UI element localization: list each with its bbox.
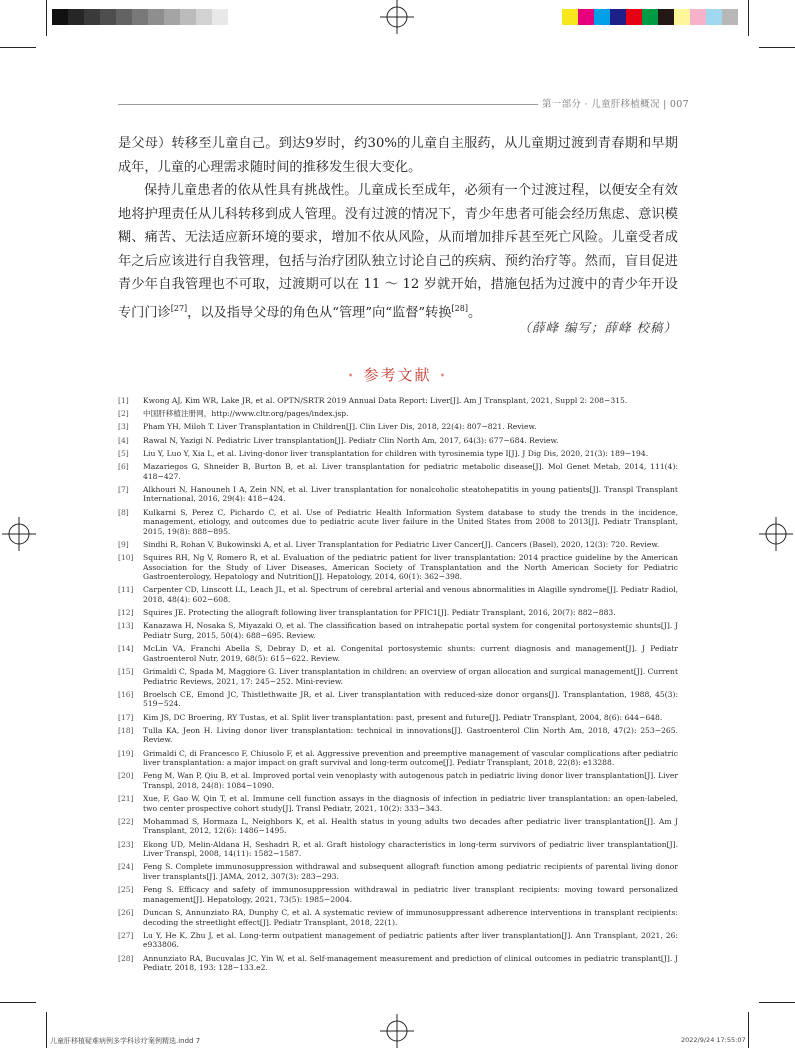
reference-number: [20] xyxy=(118,771,134,781)
reference-item xyxy=(118,585,678,604)
reference-item xyxy=(118,540,678,550)
reference-item xyxy=(118,908,678,927)
color-swatch xyxy=(690,9,706,25)
reference-number: [4] xyxy=(118,435,129,445)
color-swatch xyxy=(658,9,674,25)
reference-number: [28] xyxy=(118,953,134,963)
color-calibration-bar xyxy=(562,9,738,25)
reference-number: [17] xyxy=(118,712,134,722)
reference-text: Lu Y, He K, Zhu J, et al. Long-term outpatient management of pediatric patients after liver transplantation[J]. Ann Transplant, 2021, 26: e933806. xyxy=(143,930,678,950)
gray-swatch xyxy=(84,9,100,25)
crop-mark xyxy=(46,0,47,36)
reference-item xyxy=(118,553,678,582)
reference-item xyxy=(118,794,678,813)
gray-swatch xyxy=(180,9,196,25)
reference-number: [15] xyxy=(118,666,134,676)
reference-item xyxy=(118,840,678,859)
reference-item xyxy=(118,508,678,537)
paragraph-2-mid: ，以及指导父母的角色从“管理”向“监督”转换 xyxy=(187,304,452,320)
reference-text: Grimaldi C, di Francesco F, Chiusolo F, et al. Aggressive prevention and preemptive management of vascular complications after pediatric liver transplantation: a major impact on graft survival and long-term outcome[J]. Pediatr Transplant, 2018, 22(8): e13288. xyxy=(143,748,678,768)
registration-mark-top xyxy=(380,0,414,34)
reference-item xyxy=(118,862,678,881)
reference-number: [21] xyxy=(118,794,134,804)
color-swatch xyxy=(610,9,626,25)
reference-text: Sindhi R, Rohan V, Bukowinski A, et al. Liver Transplantation for Pediatric Liver Cancer[J]. Cancers (Basel), 2020, 12(3): 720. Review. xyxy=(143,539,660,549)
reference-number: [23] xyxy=(118,839,134,849)
crop-mark xyxy=(759,1002,795,1003)
reference-item xyxy=(118,885,678,904)
reference-item xyxy=(118,608,678,618)
reference-text: Duncan S, Annunziato RA, Dunphy C, et al. A systematic review of immunosuppressant adherence interventions in transplant recipients: decoding the streetlight effect[J]. Pediatr Transplant, 2018, 22(1). xyxy=(143,907,678,927)
grayscale-calibration-bar xyxy=(52,9,228,25)
running-header: 第一部分 · 儿童肝移植概况 | 007 xyxy=(542,99,689,110)
body-text xyxy=(118,132,678,324)
footer-file-name: 儿童肝移植疑难病例多学科诊疗案例精选.indd 7 xyxy=(50,1037,201,1045)
reference-item xyxy=(118,749,678,768)
reference-item xyxy=(118,954,678,973)
registration-mark-bottom xyxy=(380,1014,414,1048)
paragraph-1: 是父母）转移至儿童自己。到达9岁时，约30%的儿童自主服药，从儿童期过渡到青春期和早期成年，儿童的心理需求随时间的推移发生很大变化。 xyxy=(118,136,678,175)
reference-text: Grimaldi C, Spada M, Maggiore G. Liver transplantation in children: an overview of organ allocation and surgical management[J]. Current Pediatric Reviews, 2021, 17: 245−252. Mini-review. xyxy=(143,666,678,686)
crop-mark xyxy=(0,47,36,48)
reference-text: Broelsch CE, Emond JC, Thistlethwaite JR, et al. Liver transplantation with reduced-size donor organs[J]. Transplantation, 1988, 45(3): 519−524. xyxy=(143,689,678,709)
reference-number: [19] xyxy=(118,748,134,758)
paragraph-2 xyxy=(118,179,678,324)
citation-28: [28] xyxy=(451,303,468,313)
reference-number: [9] xyxy=(118,539,129,549)
reference-list xyxy=(118,396,678,976)
reference-item xyxy=(118,771,678,790)
reference-text: Xue, F, Gao W, Qin T, et al. Immune cell function assays in the diagnosis of infection in pediatric liver transplantation: an open-labeled, two center prospective cohort study[J]. Transl Pediatr, 2021, 10(2): 333−343. xyxy=(143,794,678,813)
reference-number: [11] xyxy=(118,585,134,595)
reference-number: [22] xyxy=(118,816,134,826)
reference-number: [14] xyxy=(118,644,134,654)
reference-text: Squires JE. Protecting the allograft following liver transplantation for PFIC1[J]. Pediatr Transplant, 2016, 20(7): 882−883. xyxy=(143,608,616,618)
references-title: 参考文献 xyxy=(363,366,432,384)
gray-swatch xyxy=(212,9,228,25)
gray-swatch xyxy=(68,9,84,25)
reference-number: [24] xyxy=(118,862,134,872)
reference-text: Mazariegos G, Shneider B, Burton B, et al. Liver transplantation for pediatric metabolic disease[J]. Mol Genet Metab, 2014, 111(4): 418−427. xyxy=(143,461,678,481)
reference-text: Alkhouri N, Hanouneh I A, Zein NN, et al. Liver transplantation for nonalcoholic steatohepatitis in young patients[J]. Transpl Transplant International, 2016, 29(4): 418−424. xyxy=(143,484,678,504)
reference-item xyxy=(118,436,678,446)
reference-number: [10] xyxy=(118,553,134,563)
author-byline: （薛峰 编写；薛峰 校稿） xyxy=(518,320,677,335)
header-rule xyxy=(118,104,538,105)
reference-text: Rawal N, Yazigi N. Pediatric Liver transplantation[J]. Pediatr Clin North Am, 2017, 64(3): 677−684. Review. xyxy=(143,435,559,445)
gray-swatch xyxy=(116,9,132,25)
reference-item xyxy=(118,409,678,419)
reference-item xyxy=(118,931,678,950)
crop-mark xyxy=(748,1012,749,1048)
reference-text: Ekong UD, Melin-Aldana H, Seshadri R, et al. Graft histology characteristics in long-term survivors of pediatric liver transplantation[J]. Liver Transpl, 2008, 14(11): 1582−1587. xyxy=(143,839,678,859)
reference-text: Squires RH, Ng V, Romero R, et al. Evaluation of the pediatric patient for liver transplantation: 2014 practice guideline by the American Association for the Study of Liver Diseases, American Society of Transplantation and the North American Society for Pediatric Gastroenterology, Hepatology and Nutrition[J]. Hepatology, 2014, 60(1): 362−398. xyxy=(143,553,678,582)
reference-item xyxy=(118,422,678,432)
reference-text: Kulkarni S, Perez C, Pichardo C, et al. Use of Pediatric Health Information System database to study the trends in the incidence, management, etiology, and outcomes due to pediatric acute liver failure in the United States from 2008 to 2013[J]. Pediatr Transplant, 2015, 19(8): 888−895. xyxy=(143,507,678,536)
footer-timestamp: 2022/9/24 17:55:07 xyxy=(681,1036,746,1044)
reference-item xyxy=(118,396,678,406)
color-swatch xyxy=(562,9,578,25)
reference-text: Kwong AJ, Kim WR, Lake JR, et al. OPTN/SRTR 2019 Annual Data Report: Liver[J]. Am J Transplant, 2021, Suppl 2: 208−315. xyxy=(143,396,628,405)
reference-text: Tulla KA, Jeon H. Living donor liver transplantation: technical in innovations[J]. Gastroenterol Clin North Am, 2018, 47(2): 253−265. Review. xyxy=(143,725,678,745)
reference-item xyxy=(118,644,678,663)
reference-item xyxy=(118,713,678,723)
reference-item xyxy=(118,485,678,504)
gray-swatch xyxy=(132,9,148,25)
crop-mark xyxy=(748,0,749,36)
reference-text: Feng M, Wan P, Qiu B, et al. Improved portal vein venoplasty with autogenous patch in pediatric living donor liver transplantation[J]. Liver Transpl, 2018, 24(8): 1084−1090. xyxy=(143,771,678,790)
color-swatch xyxy=(642,9,658,25)
color-swatch xyxy=(626,9,642,25)
bullet-icon: • xyxy=(439,370,448,382)
reference-number: [7] xyxy=(118,484,129,494)
references-heading xyxy=(0,364,795,385)
color-swatch xyxy=(674,9,690,25)
color-swatch xyxy=(578,9,594,25)
reference-number: [26] xyxy=(118,907,134,917)
reference-text: Feng S. Efficacy and safety of immunosuppression withdrawal in pediatric liver transplant recipients: moving toward personalized management[J]. Hepatology, 2021, 73(5): 1985−2004. xyxy=(143,885,678,904)
reference-item xyxy=(118,726,678,745)
reference-number: [25] xyxy=(118,885,134,895)
gray-swatch xyxy=(52,9,68,25)
reference-number: [12] xyxy=(118,608,134,618)
reference-text: Annunziato RA, Bucuvalas JC, Yin W, et al. Self-management measurement and prediction of clinical outcomes in pediatric transplant[J]. J Pediatr, 2018, 193: 128−133.e2. xyxy=(143,953,678,973)
reference-text: McLin VA, Franchi Abella S, Debray D, et al. Congenital portosystemic shunts: current diagnosis and management[J]. J Pediatr Gastroenterol Nutr, 2019, 68(5): 615−622. Review. xyxy=(143,644,678,663)
reference-text: Kanazawa H, Nosaka S, Miyazaki O, et al. The classification based on intrahepatic portal system for congenital portosystemic shunts[J]. J Pediatr Surg, 2015, 50(4): 688−695. Review. xyxy=(143,621,678,640)
reference-text: 中国肝移植注册网，http://www.cltr.org/pages/index.jsp. xyxy=(143,409,349,419)
reference-item xyxy=(118,462,678,481)
reference-text: Kim JS, DC Broering, RY Tustas, et al. Split liver transplantation: past, present and future[J]. Pediatr Transplant, 2004, 8(6): 644−648. xyxy=(143,712,663,722)
paragraph-2-main: 保持儿童患者的依从性具有挑战性。儿童成长至成年，必须有一个过渡过程，以便安全有效地将护理责任从儿科转移到成人管理。没有过渡的情况下，青少年患者可能会经历焦虑、意识模糊、痛苦、无法适应新环境的要求，增加不依从风险，从而增加排斥甚至死亡风险。儿童受者成年之后应该进行自我管理，包括与治疗团队独立讨论自己的疾病、预约治疗等。然而，盲目促进青少年自我管理也不可取，过渡期可以在 11 ～ 12 岁就开始，措施包括为过渡中的青少年开设专门门诊 xyxy=(118,183,678,320)
reference-number: [1] xyxy=(118,396,129,405)
registration-mark-left xyxy=(2,517,36,551)
reference-number: [3] xyxy=(118,422,129,432)
gray-swatch xyxy=(164,9,180,25)
gray-swatch xyxy=(148,9,164,25)
reference-number: [16] xyxy=(118,689,134,699)
reference-item xyxy=(118,621,678,640)
reference-text: Carpenter CD, Linscott LL, Leach JL, et al. Spectrum of cerebral arterial and venous abnormalities in Alagille syndrome[J]. Pediatr Radiol, 2018, 48(4): 602−608. xyxy=(143,585,678,605)
reference-number: [5] xyxy=(118,448,129,458)
reference-text: Liu Y, Luo Y, Xia L, et al. Living-donor liver transplantation for children with tyrosinemia type I[J]. J Dig Dis, 2020, 21(3): 189−194. xyxy=(143,448,649,458)
crop-mark xyxy=(46,1012,47,1048)
reference-item xyxy=(118,449,678,459)
reference-text: Pham YH, Miloh T. Liver Transplantation in Children[J]. Clin Liver Dis, 2018, 22(4): 807−821. Review. xyxy=(143,422,537,432)
paragraph-2-end: 。 xyxy=(467,304,482,320)
gray-swatch xyxy=(100,9,116,25)
citation-27: [27] xyxy=(170,303,188,313)
color-swatch xyxy=(722,9,738,25)
reference-item xyxy=(118,817,678,836)
reference-text: Mohammad S, Hormaza L, Neighbors K, et al. Health status in young adults two decades after pediatric liver transplantation[J]. Am J Transplant, 2012, 12(6): 1486−1495. xyxy=(143,816,678,836)
reference-number: [27] xyxy=(118,930,134,940)
reference-text: Feng S. Complete immunosuppression withdrawal and subsequent allograft function among pediatric recipients of parental living donor liver transplants[J]. JAMA, 2012, 307(3): 283−293. xyxy=(143,862,678,881)
reference-number: [13] xyxy=(118,621,134,631)
reference-item xyxy=(118,690,678,709)
crop-mark xyxy=(759,47,795,48)
reference-number: [18] xyxy=(118,725,134,735)
color-swatch xyxy=(594,9,610,25)
crop-mark xyxy=(0,1002,36,1003)
reference-number: [2] xyxy=(118,409,129,419)
reference-number: [8] xyxy=(118,507,129,517)
gray-swatch xyxy=(196,9,212,25)
reference-number: [6] xyxy=(118,461,129,471)
color-swatch xyxy=(706,9,722,25)
registration-mark-right xyxy=(759,517,793,551)
bullet-icon: • xyxy=(347,370,356,382)
reference-item xyxy=(118,667,678,686)
